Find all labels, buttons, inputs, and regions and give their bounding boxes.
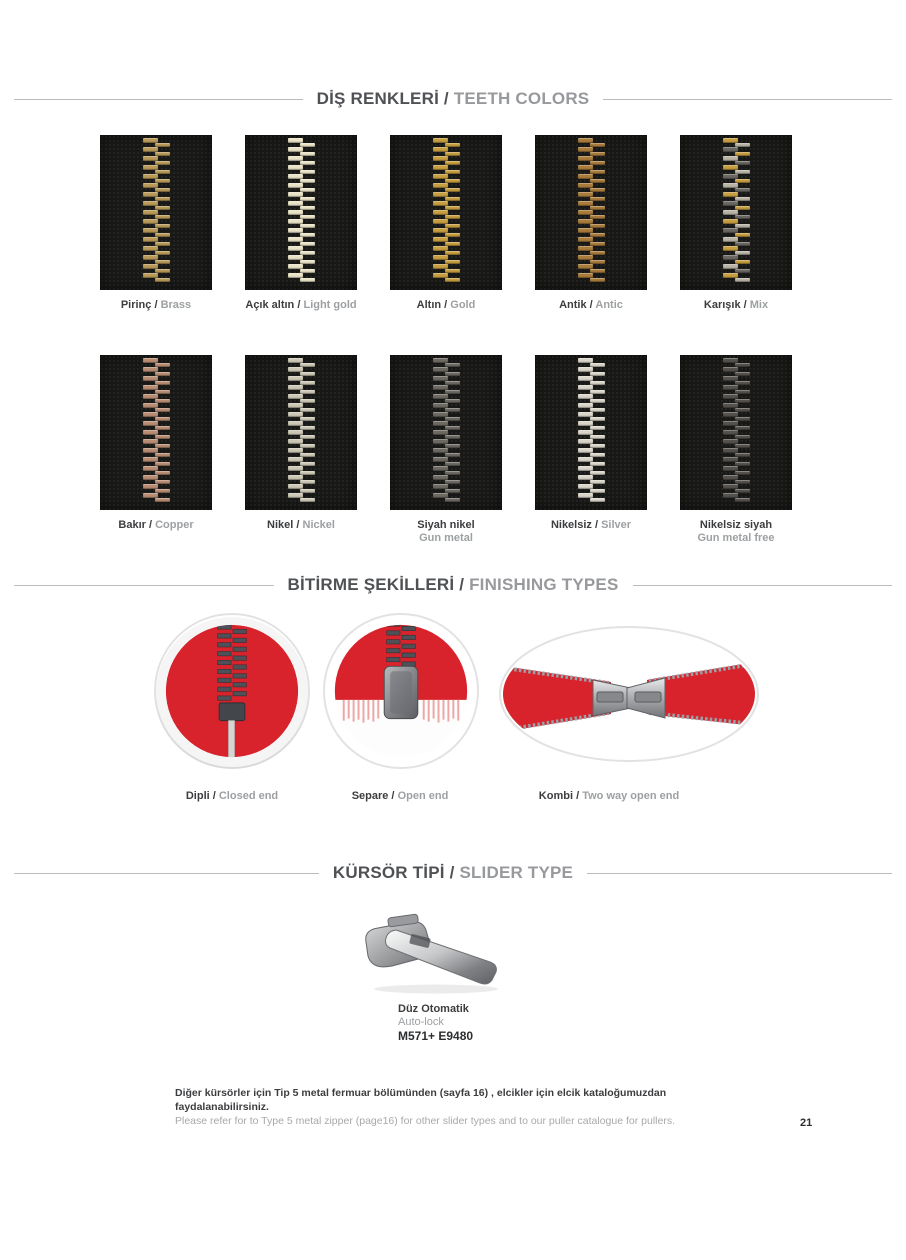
slider-name-tr: Düz Otomatik <box>398 1003 469 1015</box>
closed-end-illustration <box>153 612 311 770</box>
swatch-label-tr: Pirinç / <box>120 299 158 311</box>
swatch-caption <box>704 299 768 312</box>
finishing-label-tr: Kombi / <box>538 790 580 802</box>
section-heading <box>333 863 573 883</box>
swatch-label-en: Antic <box>595 299 623 311</box>
swatch-label-en: Gold <box>450 299 476 311</box>
teeth-swatch-gold <box>390 135 502 312</box>
heading-english: FINISHING TYPES <box>469 575 619 594</box>
slider-name-en: Auto-lock <box>398 1016 444 1028</box>
footer-notes <box>175 1086 755 1128</box>
note-turkish: Diğer kürsörler için Tip 5 metal fermuar bölümünden (sayfa 16) , elcikler için elcik kataloğumuzdan faydalanabilirsiniz. <box>175 1087 667 1113</box>
page-number: 21 <box>800 1117 813 1129</box>
swatch-label-tr: Bakır / <box>118 519 153 531</box>
swatch-caption <box>417 519 474 545</box>
teeth-swatch-row-1 <box>100 135 792 312</box>
zipper-swatch-image <box>245 135 357 290</box>
swatch-label-tr: Karışık / <box>703 299 747 311</box>
finishing-label-en: Two way open end <box>582 790 680 802</box>
teeth-swatch-copper <box>100 355 212 545</box>
swatch-label-tr: Açık altın / <box>245 299 301 311</box>
zipper-swatch-image <box>245 355 357 510</box>
section-heading <box>288 575 619 595</box>
teeth-swatch-light-gold <box>245 135 357 312</box>
swatch-label-tr: Siyah nikel <box>417 519 475 531</box>
swatch-label-en: Nickel <box>302 519 335 531</box>
divider-line <box>633 585 893 586</box>
open-end-illustration <box>322 612 480 770</box>
swatch-label-en: Light gold <box>303 299 357 311</box>
slider-photo <box>352 900 512 995</box>
swatch-label-tr: Nikel / <box>267 519 300 531</box>
zipper-swatch-image <box>100 135 212 290</box>
two-way-open-end-photo <box>497 624 761 764</box>
divider-line <box>587 873 892 874</box>
note-english: Please refer for to Type 5 metal zipper (page16) for other slider types and to our puller catalogue for pullers. <box>175 1115 675 1127</box>
swatch-label-en: Silver <box>601 519 632 531</box>
teeth-swatch-nickel <box>245 355 357 545</box>
divider-line <box>603 99 892 100</box>
swatch-label-tr: Antik / <box>559 299 593 311</box>
swatch-caption <box>417 299 476 312</box>
open-end-photo <box>322 612 480 770</box>
finishing-label-en: Open end <box>397 790 449 802</box>
zipper-swatch-image <box>680 355 792 510</box>
teeth-swatch-silver <box>535 355 647 545</box>
heading-english: TEETH COLORS <box>453 89 590 108</box>
zipper-swatch-image <box>535 355 647 510</box>
teeth-swatch-antic <box>535 135 647 312</box>
zipper-swatch-image <box>100 355 212 510</box>
divider-line <box>14 585 274 586</box>
swatch-label-sub: Gun metal <box>419 532 473 544</box>
divider-line <box>14 99 303 100</box>
heading-turkish: BİTİRME ŞEKİLLERİ / <box>287 575 465 594</box>
open-end-caption <box>300 790 500 803</box>
teeth-swatch-mix <box>680 135 792 312</box>
heading-english: SLIDER TYPE <box>459 863 574 882</box>
swatch-label-tr: Nikelsiz / <box>550 519 599 531</box>
slider-illustration <box>352 900 512 995</box>
teeth-swatch-brass <box>100 135 212 312</box>
swatch-caption <box>697 519 774 545</box>
swatch-caption <box>245 299 356 312</box>
finishing-label-en: Closed end <box>218 790 279 802</box>
teeth-swatch-row-2 <box>100 355 792 545</box>
swatch-caption <box>267 519 335 532</box>
swatch-caption <box>118 519 193 532</box>
slider-code: M571+ E9480 <box>398 1029 474 1043</box>
section-title-slider-type <box>14 862 892 884</box>
swatch-label-en: Mix <box>749 299 769 311</box>
swatch-label-sub: Gun metal free <box>697 532 775 544</box>
slider-caption <box>398 1003 473 1043</box>
swatch-label-en: Brass <box>160 299 192 311</box>
swatch-caption <box>559 299 623 312</box>
divider-line <box>14 873 319 874</box>
zipper-swatch-image <box>390 355 502 510</box>
heading-turkish: DİŞ RENKLERİ / <box>316 89 449 108</box>
teeth-swatch-gun-metal <box>390 355 502 545</box>
finishing-label-tr: Separe / <box>351 790 395 802</box>
teeth-swatch-gun-metal-free <box>680 355 792 545</box>
zipper-swatch-image <box>535 135 647 290</box>
section-title-teeth-colors <box>14 88 892 110</box>
zipper-swatch-image <box>680 135 792 290</box>
finishing-label-tr: Dipli / <box>185 790 216 802</box>
section-title-finishing-types <box>14 574 892 596</box>
heading-turkish: KÜRSÖR TİPİ / <box>332 863 455 882</box>
section-heading <box>317 89 590 109</box>
closed-end-photo <box>153 612 311 770</box>
swatch-caption <box>121 299 191 312</box>
swatch-label-tr: Altın / <box>416 299 448 311</box>
two-way-open-end-illustration <box>497 624 761 764</box>
swatch-caption <box>551 519 631 532</box>
two-way-open-end-caption <box>504 790 714 803</box>
swatch-label-en: Copper <box>155 519 194 531</box>
zipper-swatch-image <box>390 135 502 290</box>
swatch-label-tr: Nikelsiz siyah <box>699 519 773 531</box>
